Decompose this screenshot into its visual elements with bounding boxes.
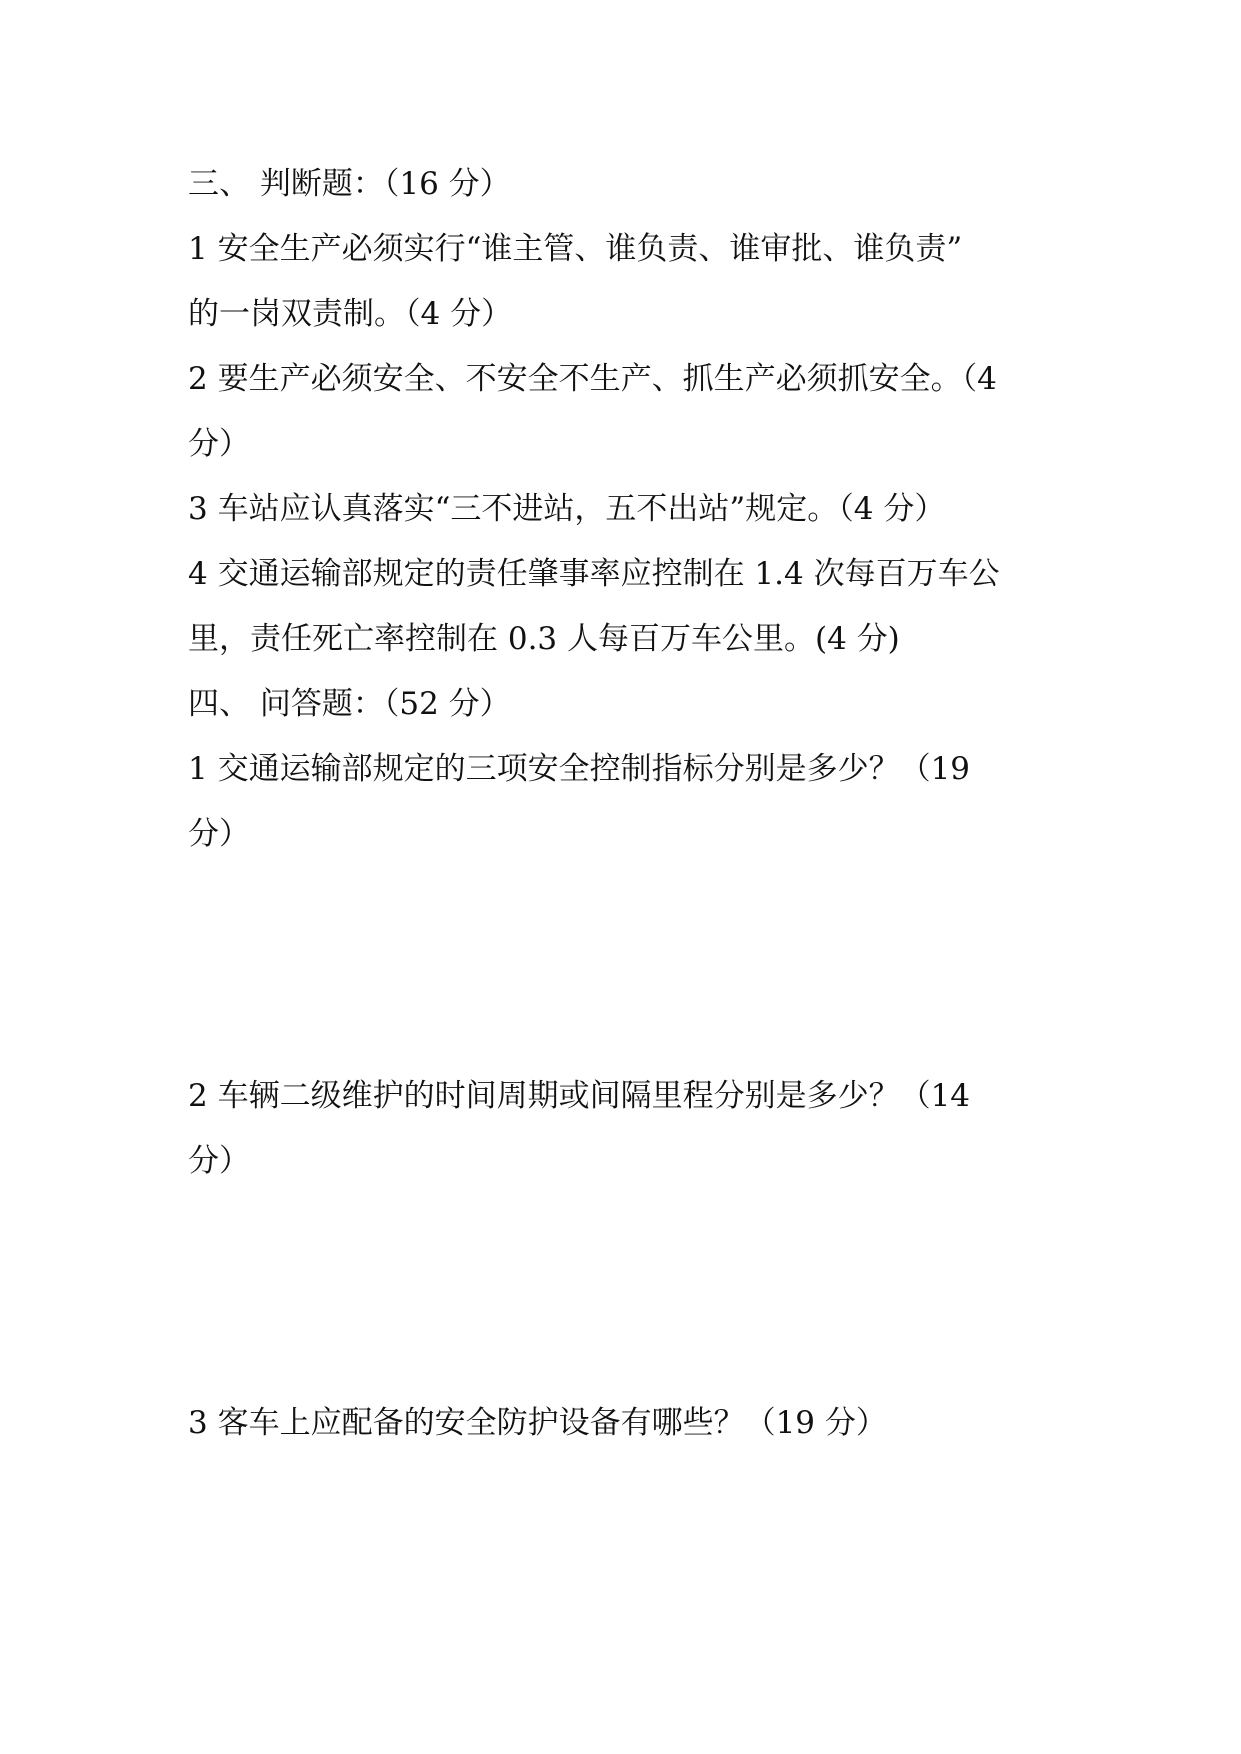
judgment-item-1-line-1: 1 安全生产必须实行“谁主管、谁负责、谁审批、谁负责” [188,231,963,267]
judgment-item-2-line-2: 分） [188,426,250,462]
judgment-item-3-line-1: 3 车站应认真落实“三不进站，五不出站”规定。（4 分） [188,491,946,527]
question-3-line-1: 3 客车上应配备的安全防护设备有哪些？（19 分） [188,1405,887,1441]
judgment-item-4-line-1: 4 交通运输部规定的责任肇事率应控制在 1.4 次每百万车公 [188,556,1000,592]
judgment-item-2-line-1: 2 要生产必须安全、不安全不生产、抓生产必须抓安全。（4 [188,361,997,397]
section-3-heading: 三、 判断题：（16 分） [188,166,511,202]
question-2-line-1: 2 车辆二级维护的时间周期或间隔里程分别是多少？（14 [188,1078,971,1114]
question-1-line-1: 1 交通运输部规定的三项安全控制指标分别是多少？（19 [188,751,971,787]
section-4-heading: 四、 问答题：（52 分） [188,686,511,722]
judgment-item-4-line-2: 里，责任死亡率控制在 0.3 人每百万车公里。(4 分) [188,621,900,657]
question-2-line-2: 分） [188,1143,250,1179]
question-1-line-2: 分） [188,816,250,852]
judgment-item-1-line-2: 的一岗双责制。（4 分） [188,296,513,332]
